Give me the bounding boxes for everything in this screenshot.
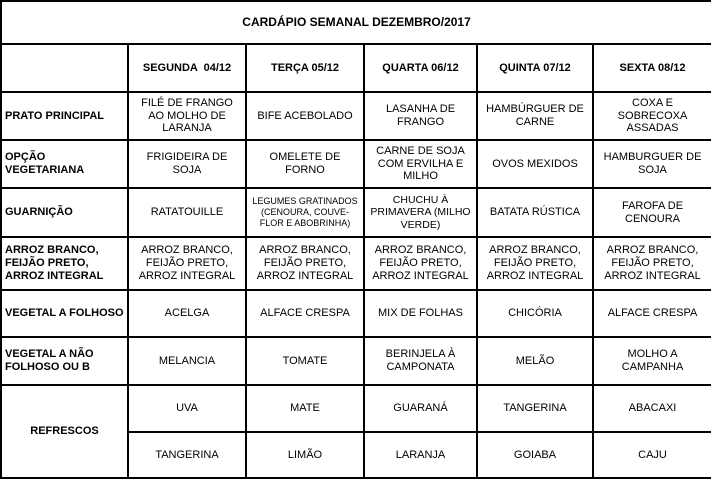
corner-cell — [1, 44, 128, 92]
menu-cell: ACELGA — [128, 290, 246, 337]
menu-cell: ALFACE CRESPA — [593, 290, 711, 337]
menu-cell: COXA E SOBRECOXA ASSADAS — [593, 92, 711, 140]
menu-cell: MATE — [246, 385, 364, 432]
day-header-wednesday: QUARTA 06/12 — [364, 44, 477, 92]
table-row-opcao-vegetariana — [1, 140, 711, 188]
menu-cell: OVOS MEXIDOS — [477, 140, 593, 188]
day-header-thursday: QUINTA 07/12 — [477, 44, 593, 92]
menu-cell: ABACAXI — [593, 385, 711, 432]
menu-cell: CARNE DE SOJA COM ERVILHA E MILHO — [364, 140, 477, 188]
menu-cell: GOIABA — [477, 432, 593, 478]
menu-cell: FRIGIDEIRA DE SOJA — [128, 140, 246, 188]
menu-cell: BIFE ACEBOLADO — [246, 92, 364, 140]
menu-cell: RATATOUILLE — [128, 188, 246, 237]
header-row — [1, 44, 711, 92]
menu-cell: MELÃO — [477, 337, 593, 385]
menu-cell: ALFACE CRESPA — [246, 290, 364, 337]
table-row-vegetal-nao-folhoso — [1, 337, 711, 385]
menu-cell: LIMÃO — [246, 432, 364, 478]
table-row-refrescos-top — [1, 385, 711, 432]
title-row — [1, 1, 711, 44]
menu-cell: MOLHO A CAMPANHA — [593, 337, 711, 385]
menu-cell: MELANCIA — [128, 337, 246, 385]
row-label: GUARNIÇÃO — [1, 188, 128, 237]
page-title: CARDÁPIO SEMANAL DEZEMBRO/2017 — [1, 1, 711, 44]
menu-cell: LASANHA DE FRANGO — [364, 92, 477, 140]
menu-cell: CAJU — [593, 432, 711, 478]
menu-cell: CHICÓRIA — [477, 290, 593, 337]
day-header-tuesday: TERÇA 05/12 — [246, 44, 364, 92]
menu-cell: LEGUMES GRATINADOS (CENOURA, COUVE-FLOR E ABOBRINHA) — [246, 188, 364, 237]
menu-cell: HAMBURGUER DE SOJA — [593, 140, 711, 188]
menu-cell: CHUCHU À PRIMAVERA (MILHO VERDE) — [364, 188, 477, 237]
menu-cell: HAMBÚRGUER DE CARNE — [477, 92, 593, 140]
menu-cell: OMELETE DE FORNO — [246, 140, 364, 188]
menu-cell: GUARANÁ — [364, 385, 477, 432]
menu-cell: ARROZ BRANCO, FEIJÃO PRETO, ARROZ INTEGRAL — [593, 237, 711, 290]
menu-cell: FAROFA DE CENOURA — [593, 188, 711, 237]
menu-cell: ARROZ BRANCO, FEIJÃO PRETO, ARROZ INTEGRAL — [364, 237, 477, 290]
table-row-vegetal-folhoso — [1, 290, 711, 337]
menu-cell: LARANJA — [364, 432, 477, 478]
menu-cell: ARROZ BRANCO, FEIJÃO PRETO, ARROZ INTEGRAL — [128, 237, 246, 290]
row-label: VEGETAL A FOLHOSO — [1, 290, 128, 337]
row-label: ARROZ BRANCO, FEIJÃO PRETO, ARROZ INTEGRAL — [1, 237, 128, 290]
menu-cell: FILÉ DE FRANGO AO MOLHO DE LARANJA — [128, 92, 246, 140]
menu-cell: UVA — [128, 385, 246, 432]
menu-cell: ARROZ BRANCO, FEIJÃO PRETO, ARROZ INTEGRAL — [477, 237, 593, 290]
table-row-prato-principal — [1, 92, 711, 140]
menu-cell: MIX DE FOLHAS — [364, 290, 477, 337]
menu-cell: BERINJELA À CAMPONATA — [364, 337, 477, 385]
menu-cell: ARROZ BRANCO, FEIJÃO PRETO, ARROZ INTEGRAL — [246, 237, 364, 290]
row-label: VEGETAL A NÃO FOLHOSO OU B — [1, 337, 128, 385]
table-row-guarnicao — [1, 188, 711, 237]
table-row-arroz-feijao — [1, 237, 711, 290]
menu-cell: TANGERINA — [477, 385, 593, 432]
row-label: OPÇÃO VEGETARIANA — [1, 140, 128, 188]
menu-cell: TOMATE — [246, 337, 364, 385]
day-header-monday: SEGUNDA 04/12 — [128, 44, 246, 92]
menu-cell: TANGERINA — [128, 432, 246, 478]
menu-cell: BATATA RÚSTICA — [477, 188, 593, 237]
row-label: PRATO PRINCIPAL — [1, 92, 128, 140]
row-label: REFRESCOS — [1, 385, 128, 478]
day-header-friday: SEXTA 08/12 — [593, 44, 711, 92]
